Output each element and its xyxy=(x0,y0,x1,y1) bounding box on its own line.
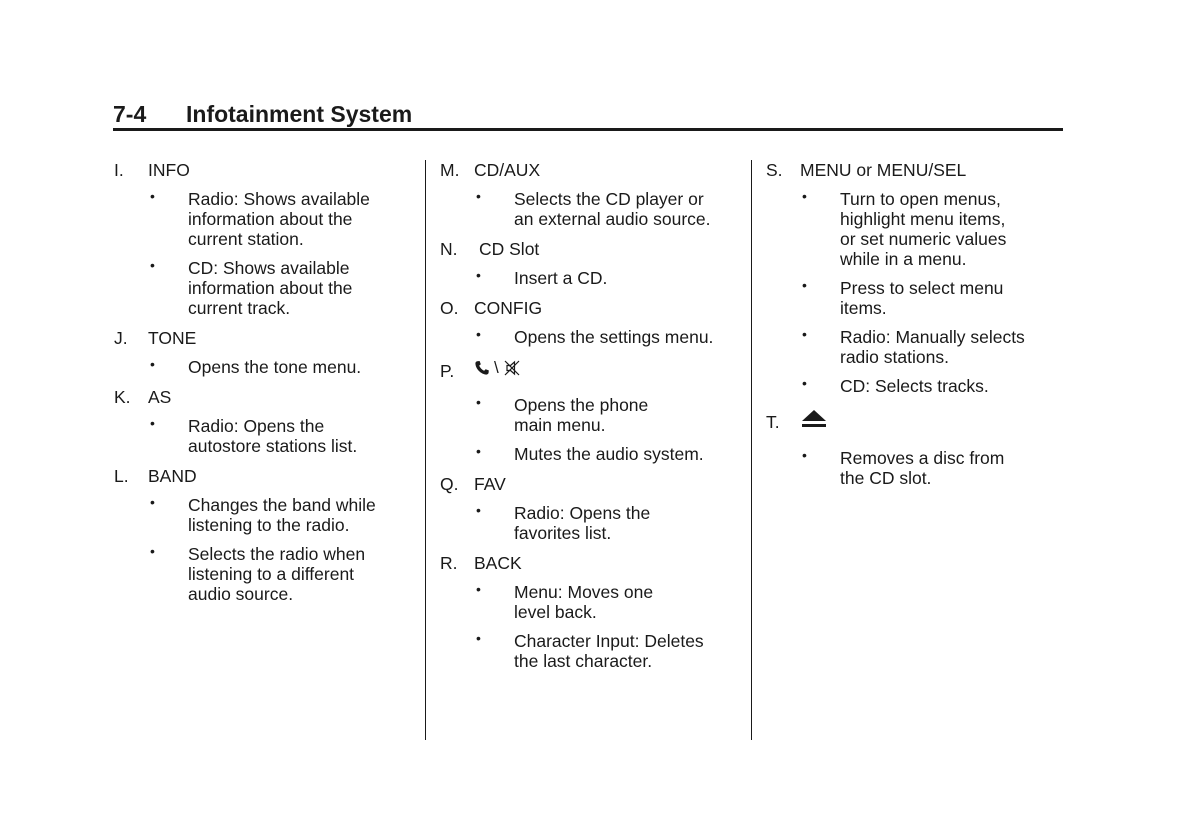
bullet-item xyxy=(114,258,414,318)
entry-label: MENU or MENU/SEL xyxy=(800,160,967,180)
entry-label: INFO xyxy=(148,160,190,180)
bullet-line: Radio: Manually selects xyxy=(840,327,1025,347)
bullet-item xyxy=(440,503,740,543)
entry-letter: J. xyxy=(114,328,128,348)
bullet-item xyxy=(440,444,740,464)
bullet-line: Character Input: Deletes xyxy=(514,631,704,651)
entry-as xyxy=(114,387,414,456)
column-2 xyxy=(440,150,740,671)
bullet-item xyxy=(440,631,740,671)
bullet-dot: • xyxy=(802,375,807,391)
entry-heading xyxy=(114,328,414,348)
entry-letter: T. xyxy=(766,412,780,432)
entry-info xyxy=(114,160,414,318)
bullet-dot: • xyxy=(150,543,155,559)
eject-icon xyxy=(800,408,828,430)
entry-icons xyxy=(800,408,828,430)
bullet-line: radio stations. xyxy=(840,347,949,367)
entry-heading xyxy=(114,466,414,486)
bullet-dot: • xyxy=(150,188,155,204)
entry-heading xyxy=(440,160,740,180)
entry-cd-slot xyxy=(440,239,740,288)
bullet-dot: • xyxy=(476,630,481,646)
bullet-line: Opens the settings menu. xyxy=(514,327,714,347)
bullet-dot: • xyxy=(802,447,807,463)
bullet-text xyxy=(188,416,414,456)
bullet-item xyxy=(114,189,414,249)
column-1 xyxy=(114,150,414,604)
bullet-line: current track. xyxy=(188,298,291,318)
entry-heading xyxy=(440,239,740,259)
entry-letter: M. xyxy=(440,160,460,180)
bullet-line: Selects the radio when xyxy=(188,544,366,564)
bullet-line: main menu. xyxy=(514,415,606,435)
bullet-text xyxy=(514,189,740,229)
bullet-line: level back. xyxy=(514,602,597,622)
bullet-item xyxy=(440,327,740,347)
entry-heading xyxy=(766,408,1066,436)
bullet-text xyxy=(188,258,414,318)
bullet-line: audio source. xyxy=(188,584,294,604)
entry-letter: I. xyxy=(114,160,124,180)
bullet-text xyxy=(188,357,414,377)
entry-letter: Q. xyxy=(440,474,459,494)
bullet-dot: • xyxy=(476,443,481,459)
bullet-item xyxy=(766,448,1066,488)
bullet-line: or set numeric values xyxy=(840,229,1007,249)
bullet-line: Press to select menu xyxy=(840,278,1004,298)
entry-back xyxy=(440,553,740,671)
column-3 xyxy=(766,150,1066,488)
mute-icon xyxy=(503,359,521,377)
bullet-text xyxy=(514,268,740,288)
bullet-line: highlight menu items, xyxy=(840,209,1006,229)
bullet-line: Removes a disc from xyxy=(840,448,1005,468)
entry-letter: N. xyxy=(440,239,458,259)
bullet-line: Opens the tone menu. xyxy=(188,357,362,377)
entry-label: AS xyxy=(148,387,172,407)
bullet-dot: • xyxy=(476,267,481,283)
entry-icons xyxy=(474,357,521,379)
bullet-item xyxy=(766,327,1066,367)
bullet-line: Radio: Shows available xyxy=(188,189,370,209)
bullet-text xyxy=(840,448,1066,488)
entry-letter: O. xyxy=(440,298,459,318)
bullet-text xyxy=(514,631,740,671)
bullet-text xyxy=(514,503,740,543)
page-number: 7-4 xyxy=(113,101,147,127)
entry-heading xyxy=(114,387,414,407)
entry-heading xyxy=(766,160,1066,180)
entry-config xyxy=(440,298,740,347)
bullet-text xyxy=(840,278,1066,318)
entry-heading xyxy=(440,359,740,381)
bullet-line: Mutes the audio system. xyxy=(514,444,704,464)
entry-fav xyxy=(440,474,740,543)
entry-label: FAV xyxy=(474,474,506,494)
entry-letter: S. xyxy=(766,160,783,180)
bullet-item xyxy=(114,544,414,604)
bullet-line: Turn to open menus, xyxy=(840,189,1001,209)
bullet-dot: • xyxy=(150,415,155,431)
bullet-dot: • xyxy=(150,356,155,372)
entry-tone xyxy=(114,328,414,377)
entry-label: CD Slot xyxy=(479,239,540,259)
icon-separator: \ xyxy=(494,358,499,377)
header-rule xyxy=(113,128,1063,131)
entry-band xyxy=(114,466,414,604)
bullet-dot: • xyxy=(150,494,155,510)
bullet-line: while in a menu. xyxy=(840,249,967,269)
bullet-line: favorites list. xyxy=(514,523,612,543)
entry-cd-aux xyxy=(440,160,740,229)
page-header xyxy=(113,100,1063,128)
bullet-dot: • xyxy=(476,188,481,204)
bullet-line: CD: Shows available xyxy=(188,258,350,278)
bullet-item xyxy=(114,416,414,456)
bullet-item xyxy=(440,268,740,288)
bullet-line: Radio: Opens the xyxy=(188,416,325,436)
bullet-line: current station. xyxy=(188,229,304,249)
entry-label: TONE xyxy=(148,328,197,348)
bullet-line: information about the xyxy=(188,278,353,298)
bullet-text xyxy=(514,327,740,347)
bullet-text xyxy=(514,395,740,435)
bullet-line: Selects the CD player or xyxy=(514,189,704,209)
bullet-line: the last character. xyxy=(514,651,653,671)
entry-label: CONFIG xyxy=(474,298,543,318)
bullet-item xyxy=(114,495,414,535)
bullet-dot: • xyxy=(802,188,807,204)
bullet-text xyxy=(188,544,414,604)
entry-label: CD/AUX xyxy=(474,160,541,180)
column-divider xyxy=(751,160,752,740)
entry-letter: K. xyxy=(114,387,131,407)
entry-heading xyxy=(114,160,414,180)
bullet-text xyxy=(840,327,1066,367)
bullet-line: Changes the band while xyxy=(188,495,376,515)
bullet-item xyxy=(766,278,1066,318)
entry-heading xyxy=(440,298,740,318)
bullet-line: Insert a CD. xyxy=(514,268,608,288)
entry-eject xyxy=(766,408,1066,488)
entry-heading xyxy=(440,553,740,573)
bullet-dot: • xyxy=(476,502,481,518)
bullet-text xyxy=(514,582,740,622)
bullet-text xyxy=(514,444,740,464)
entry-phone-mute xyxy=(440,359,740,464)
entry-heading xyxy=(440,474,740,494)
bullet-line: CD: Selects tracks. xyxy=(840,376,989,396)
bullet-item xyxy=(440,582,740,622)
bullet-line: items. xyxy=(840,298,887,318)
bullet-dot: • xyxy=(476,581,481,597)
section-title: Infotainment System xyxy=(186,101,413,127)
bullet-dot: • xyxy=(476,326,481,342)
bullet-dot: • xyxy=(150,257,155,273)
bullet-line: the CD slot. xyxy=(840,468,932,488)
entry-letter: P. xyxy=(440,361,455,381)
bullet-dot: • xyxy=(802,277,807,293)
column-divider xyxy=(425,160,426,740)
bullet-line: listening to a different xyxy=(188,564,355,584)
entry-letter: L. xyxy=(114,466,129,486)
bullet-line: Menu: Moves one xyxy=(514,582,654,602)
entry-menu-sel xyxy=(766,160,1066,396)
bullet-dot: • xyxy=(802,326,807,342)
bullet-line: autostore stations list. xyxy=(188,436,358,456)
phone-icon xyxy=(474,360,490,376)
bullet-item xyxy=(766,189,1066,269)
bullet-line: information about the xyxy=(188,209,353,229)
entry-letter: R. xyxy=(440,553,458,573)
bullet-line: Opens the phone xyxy=(514,395,649,415)
bullet-text xyxy=(188,495,414,535)
entry-label: BAND xyxy=(148,466,197,486)
bullet-text xyxy=(840,376,1066,396)
bullet-line: listening to the radio. xyxy=(188,515,350,535)
bullet-dot: • xyxy=(476,394,481,410)
bullet-item xyxy=(440,395,740,435)
bullet-item xyxy=(440,189,740,229)
bullet-item xyxy=(114,357,414,377)
bullet-text xyxy=(188,189,414,249)
bullet-text xyxy=(840,189,1066,269)
entry-label: BACK xyxy=(474,553,522,573)
bullet-item xyxy=(766,376,1066,396)
bullet-line: Radio: Opens the xyxy=(514,503,651,523)
bullet-line: an external audio source. xyxy=(514,209,711,229)
